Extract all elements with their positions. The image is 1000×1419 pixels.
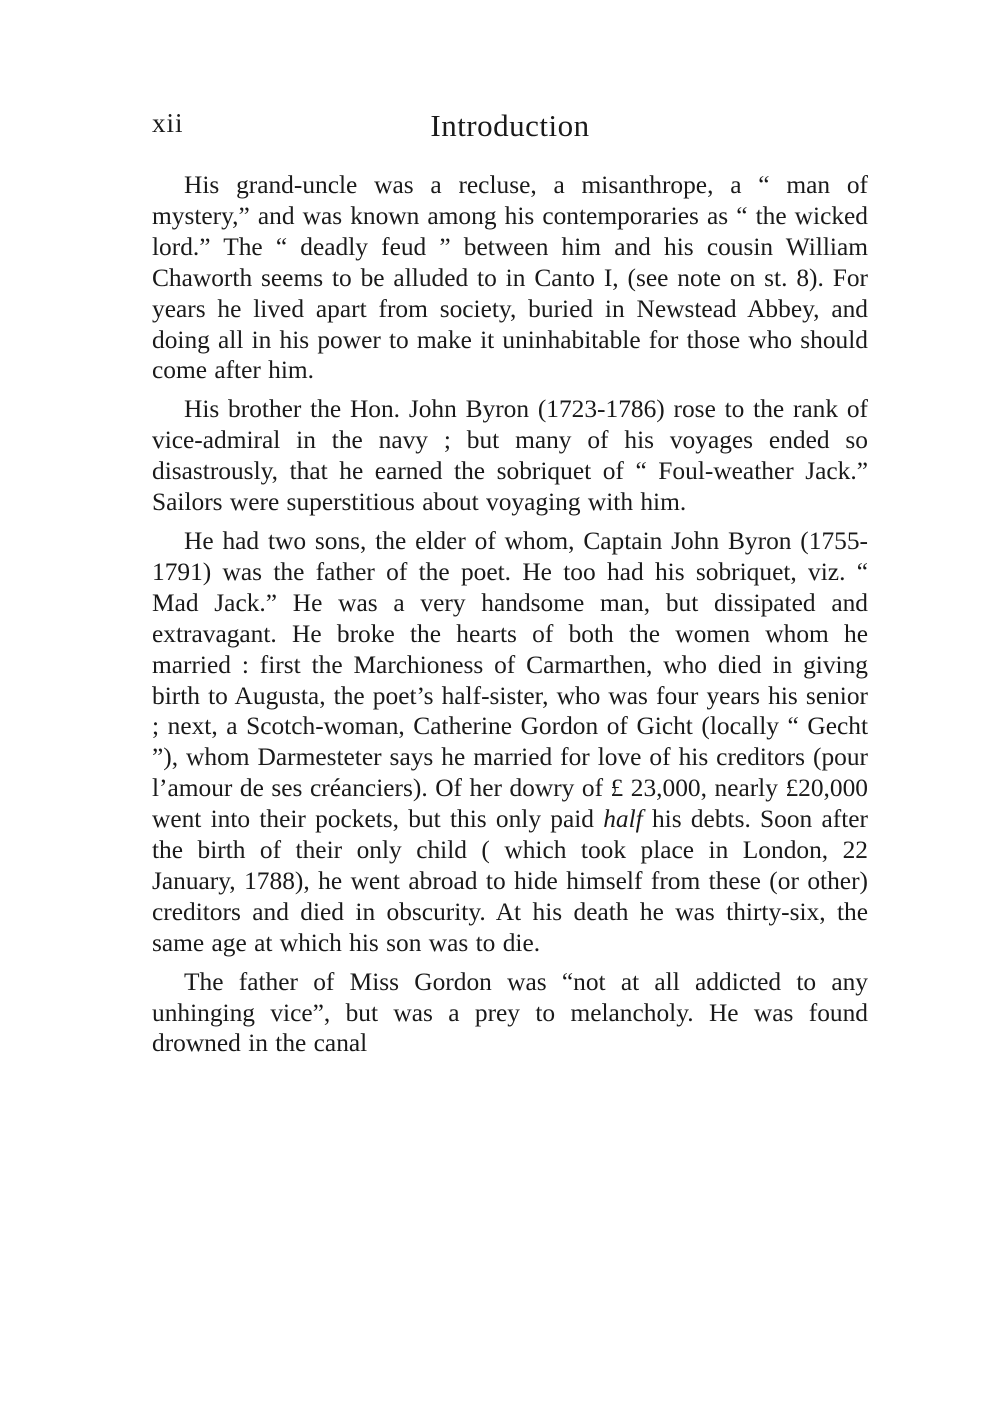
running-title: Introduction — [430, 108, 590, 143]
paragraph-text-part: He had two sons, the elder of whom, Captain John Byron (1755-1791) was the father of the poet. He too had his sobriquet, viz. “ Mad Jack.” He was a very handsome man, but dissipated and extravagant. He broke the hearts of both the women whom he married : first the Marchioness of Carmarthen, who died in giving birth to Augusta, the poet’s half-sister, who was four years his senior ; next, a Scotch-woman, Catherine Gordon of Gicht (locally “ Gecht ”), whom Darmesteter says he married for love of his creditors (pour l’amour de ses créanciers). Of her dowry of £ 23,000, nearly £20,000 went into their pockets, but this only paid — [152, 526, 868, 834]
page-header — [152, 108, 868, 148]
paragraph-john-byron: His brother the Hon. John Byron (1723-1786) rose to the rank of vice-admiral in the navy ; but many of his voyages ended so disastrously, that he earned the sobriquet of “ Foul-weather Jack.” Sailors were superstitious about voyaging with him. — [152, 395, 868, 517]
paragraph-grand-uncle: His grand-uncle was a recluse, a misanthrope, a “ man of mystery,” and was known among his contemporaries as “ the wicked lord.” The “ deadly feud ” between him and his cousin William Chaworth seems to be alluded to in Canto I, (see note on st. 8). For years he lived apart from society, buried in Newstead Abbey, and doing all in his power to make it uninhabitable for those who should come after him. — [152, 171, 868, 385]
paragraph-captain-john-byron — [152, 526, 868, 959]
emphasized-word: half — [603, 805, 643, 834]
page-number: xii — [152, 108, 184, 138]
paragraph-miss-gordon-father: The father of Miss Gordon was “not at all addicted to any unhinging vice”, but was a prey to melancholy. He was found drowned in the canal — [152, 967, 868, 1058]
paragraph-text-part: his debts. Soon after the birth of their only child ( which took place in London, 22 January, 1788), he went abroad to hide himself from these (or other) creditors and died in obscurity. At his death he was thirty-six, the same age at which his son was to die. — [152, 805, 868, 957]
body-text — [152, 170, 868, 1067]
